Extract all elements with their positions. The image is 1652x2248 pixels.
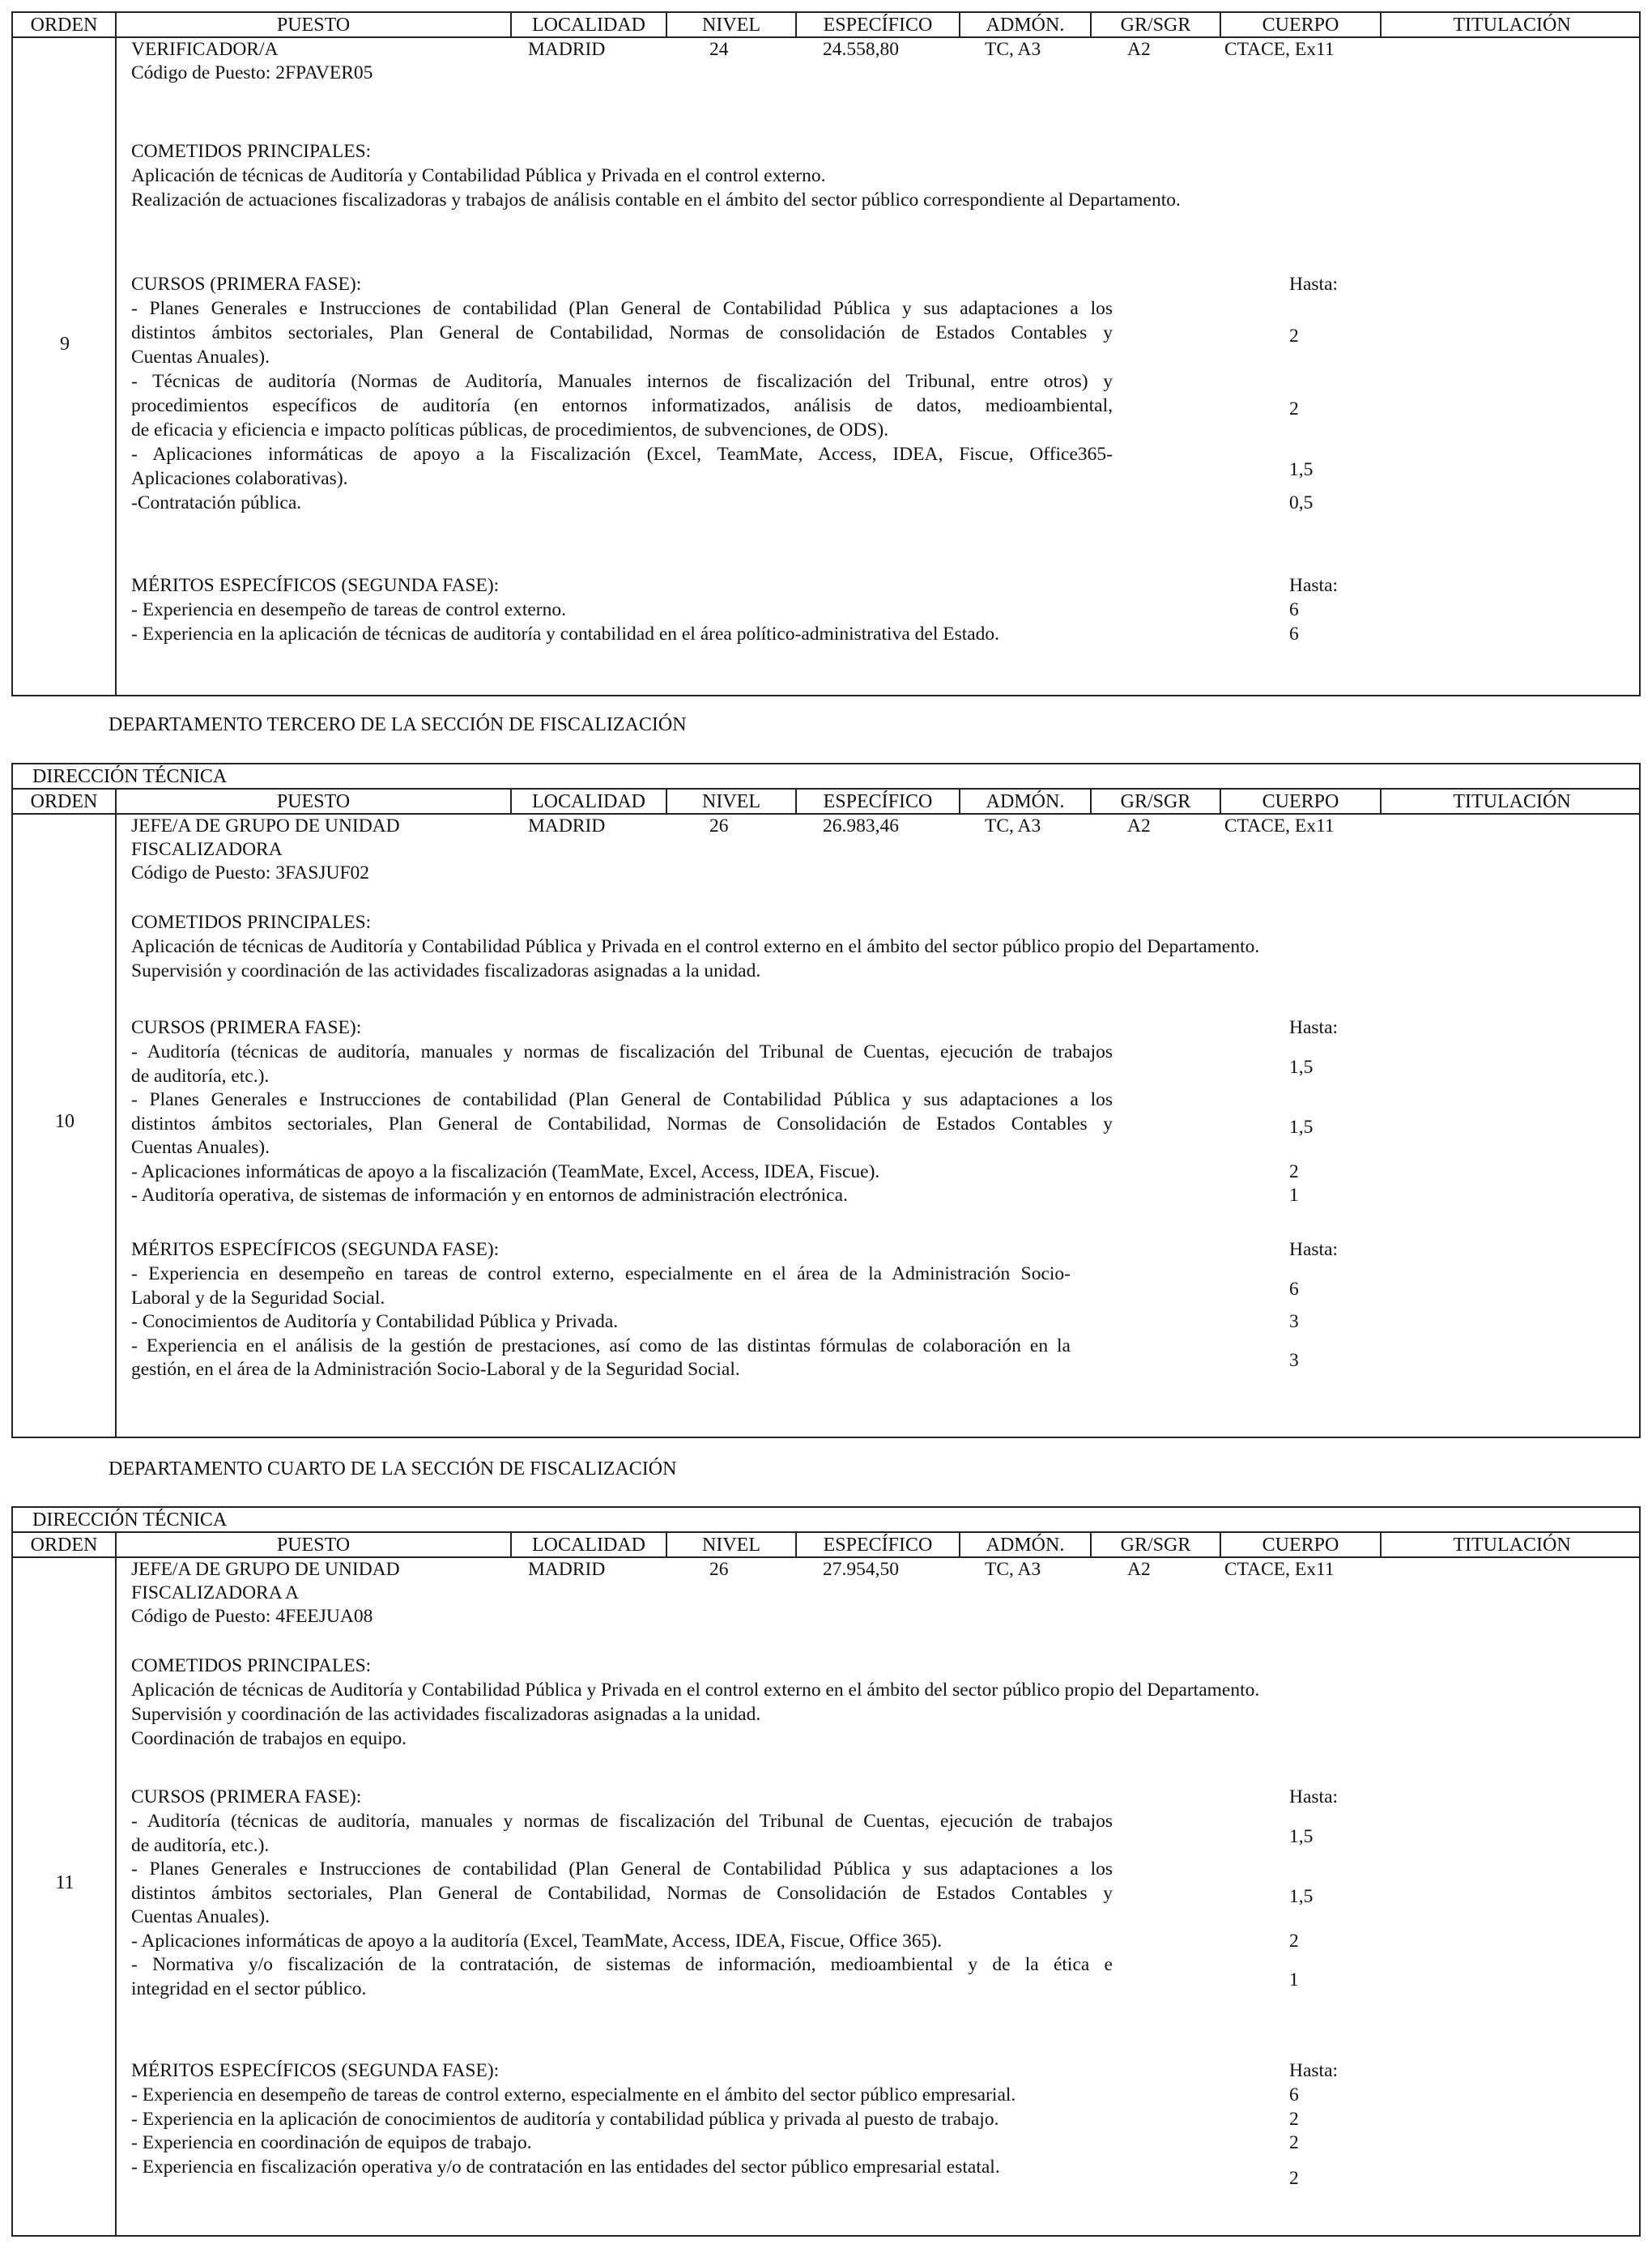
curso-line: procedimientos específicos de auditoría (en entornos informatizados, análisis de datos, medioambiental, <box>131 395 1113 416</box>
cursos-heading: CURSOS (PRIMERA FASE): <box>131 1017 362 1038</box>
curso-hasta-value: 2 <box>1289 1930 1299 1952</box>
cursos-hasta-label: Hasta: <box>1289 274 1339 295</box>
direccion-tecnica-row: DIRECCIÓN TÉCNICA <box>13 1508 1639 1533</box>
especifico-value: 26.983,46 <box>823 815 899 837</box>
nivel-value: 24 <box>709 39 729 60</box>
orden-number: 10 <box>55 1111 75 1132</box>
curso-hasta-value: 2 <box>1289 326 1299 347</box>
cometido-line: Realización de actuaciones fiscalizadoras y trabajos de análisis contable en el ámbito del sector público correspondiente al Departamento. <box>131 189 1181 211</box>
curso-hasta-value: 1,5 <box>1289 1116 1314 1138</box>
merito-line: - Experiencia en la aplicación de técnicas de auditoría y contabilidad en el área político-administrativa del Estado. <box>131 624 1000 645</box>
meritos-heading: MÉRITOS ESPECÍFICOS (SEGUNDA FASE): <box>131 575 500 596</box>
direccion-tecnica-row: DIRECCIÓN TÉCNICA <box>13 764 1639 790</box>
merito-line: - Experiencia en coordinación de equipos de trabajo. <box>131 2132 532 2153</box>
curso-line: - Aplicaciones informáticas de apoyo a la auditoría (Excel, TeamMate, Access, IDEA, Fiscue, Office 365). <box>131 1930 943 1952</box>
curso-hasta-value: 1,5 <box>1289 1885 1314 1907</box>
curso-line: Cuentas Anuales). <box>131 347 270 368</box>
curso-hasta-value: 1,5 <box>1289 1825 1314 1847</box>
curso-line: - Planes Generales e Instrucciones de contabilidad (Plan General de Contabilidad Pública y sus adaptaciones a los <box>131 1858 1113 1880</box>
cometidos-heading: COMETIDOS PRINCIPALES: <box>131 1655 372 1676</box>
cometido-line: Coordinación de trabajos en equipo. <box>131 1728 407 1749</box>
cometidos-heading: COMETIDOS PRINCIPALES: <box>131 912 372 933</box>
orden-number: 11 <box>55 1872 75 1893</box>
merito-line: - Experiencia en desempeño en tareas de control externo, especialmente en el área de la Administración Socio- <box>131 1263 1071 1284</box>
admon-value: TC, A3 <box>985 815 1041 837</box>
merito-hasta-value: 2 <box>1289 2108 1299 2130</box>
merito-line: gestión, en el área de la Administración Socio-Laboral y de la Seguridad Social. <box>131 1359 740 1380</box>
header-cell-adm-n-: ADMÓN. <box>960 1533 1092 1556</box>
puesto-line: FISCALIZADORA A <box>131 1582 299 1603</box>
puesto-line: FISCALIZADORA <box>131 839 283 860</box>
gr-value: A2 <box>1127 815 1151 837</box>
header-cell-localidad: LOCALIDAD <box>512 790 667 813</box>
header-cell-gr-sgr: GR/SGR <box>1092 1533 1221 1556</box>
curso-line: Aplicaciones colaborativas). <box>131 468 348 489</box>
curso-line: -Contratación pública. <box>131 492 302 513</box>
curso-line: - Planes Generales e Instrucciones de contabilidad (Plan General de Contabilidad Pública y sus adaptaciones a los <box>131 298 1113 319</box>
curso-line: distintos ámbitos sectoriales, Plan General de Contabilidad, Normas de consolidación de Estados Contables y <box>131 322 1113 343</box>
gr-value: A2 <box>1127 1559 1151 1580</box>
merito-hasta-value: 3 <box>1289 1311 1299 1332</box>
header-cell-orden: ORDEN <box>13 790 117 813</box>
puesto-line: JEFE/A DE GRUPO DE UNIDAD <box>131 1559 400 1580</box>
curso-line: Cuentas Anuales). <box>131 1906 270 1927</box>
header-cell-orden: ORDEN <box>13 1533 117 1556</box>
merito-line: Laboral y de la Seguridad Social. <box>131 1287 385 1309</box>
especifico-value: 24.558,80 <box>823 39 899 60</box>
curso-line: integridad en el sector público. <box>131 1978 367 1999</box>
curso-hasta-value: 1 <box>1289 1969 1299 1990</box>
header-cell-adm-n-: ADMÓN. <box>960 790 1092 813</box>
puesto-line: Código de Puesto: 4FEEJUA08 <box>131 1606 373 1627</box>
curso-hasta-value: 1,5 <box>1289 1056 1314 1078</box>
puesto-line: Código de Puesto: 2FPAVER05 <box>131 62 373 83</box>
orden-number: 9 <box>60 334 70 355</box>
job-table-10 <box>11 763 1641 1438</box>
curso-line: - Aplicaciones informáticas de apoyo a la Fiscalización (Excel, TeamMate, Access, IDEA, Fiscue, Office365- <box>131 444 1113 465</box>
curso-line: de auditoría, etc.). <box>131 1065 270 1087</box>
localidad-value: MADRID <box>528 815 606 837</box>
curso-line: Cuentas Anuales). <box>131 1137 270 1158</box>
meritos-heading: MÉRITOS ESPECÍFICOS (SEGUNDA FASE): <box>131 2060 500 2081</box>
merito-line: - Experiencia en fiscalización operativa y/o de contratación en las entidades del sector público empresarial estatal. <box>131 2156 1000 2178</box>
cursos-heading: CURSOS (PRIMERA FASE): <box>131 274 362 295</box>
header-cell-cuerpo: CUERPO <box>1221 790 1382 813</box>
merito-hasta-value: 6 <box>1289 1278 1299 1300</box>
meritos-hasta-label: Hasta: <box>1289 2060 1339 2081</box>
merito-line: - Experiencia en la aplicación de conocimientos de auditoría y contabilidad pública y privada al puesto de trabajo. <box>131 2108 999 2130</box>
header-cell-titulaci-n: TITULACIÓN <box>1453 791 1571 812</box>
cometido-line: Aplicación de técnicas de Auditoría y Contabilidad Pública y Privada en el control externo en el ámbito del sector público propio del Departamento. <box>131 936 1260 957</box>
curso-hasta-value: 1,5 <box>1289 459 1314 480</box>
job-table-11 <box>11 1506 1641 2237</box>
cuerpo-value: CTACE, Ex11 <box>1224 39 1335 60</box>
cometido-line: Supervisión y coordinación de las actividades fiscalizadoras asignadas a la unidad. <box>131 1704 761 1725</box>
meritos-heading: MÉRITOS ESPECÍFICOS (SEGUNDA FASE): <box>131 1239 500 1260</box>
header-cell-localidad: LOCALIDAD <box>512 13 667 36</box>
orden-column <box>13 1558 117 2235</box>
cursos-hasta-label: Hasta: <box>1289 1017 1339 1038</box>
header-cell-espec-fico: ESPECÍFICO <box>797 790 960 813</box>
cometido-line: Aplicación de técnicas de Auditoría y Contabilidad Pública y Privada en el control externo en el ámbito del sector público propio del Departamento. <box>131 1680 1260 1701</box>
curso-line: - Normativa y/o fiscalización de la contratación, de sistemas de información, medioambiental y de la ética e <box>131 1954 1113 1975</box>
admon-value: TC, A3 <box>985 1559 1041 1580</box>
header-cell-nivel: NIVEL <box>667 13 797 36</box>
cometido-line: Aplicación de técnicas de Auditoría y Contabilidad Pública y Privada en el control externo. <box>131 165 826 186</box>
header-cell-cuerpo: CUERPO <box>1221 1533 1382 1556</box>
header-cell-titulaci-n: TITULACIÓN <box>1453 1535 1571 1556</box>
curso-line: - Auditoría operativa, de sistemas de información y en entornos de administración electrónica. <box>131 1185 848 1206</box>
header-cell-orden: ORDEN <box>13 13 117 36</box>
admon-value: TC, A3 <box>985 39 1041 60</box>
cursos-hasta-label: Hasta: <box>1289 1786 1339 1807</box>
header-cell-gr-sgr: GR/SGR <box>1092 790 1221 813</box>
header-cell-puesto: PUESTO <box>117 13 512 36</box>
localidad-value: MADRID <box>528 39 606 60</box>
cuerpo-value: CTACE, Ex11 <box>1224 1559 1335 1580</box>
curso-line: distintos ámbitos sectoriales, Plan General de Contabilidad, Normas de Consolidación de Estados Contables y <box>131 1113 1113 1135</box>
curso-line: de eficacia y eficiencia e impacto políticas públicas, de procedimientos, de subvenciones, de ODS). <box>131 419 889 441</box>
curso-line: distintos ámbitos sectoriales, Plan General de Contabilidad, Normas de Consolidación de Estados Contables y <box>131 1882 1113 1904</box>
cometidos-heading: COMETIDOS PRINCIPALES: <box>131 141 372 162</box>
meritos-hasta-label: Hasta: <box>1289 575 1339 596</box>
department-title-3: DEPARTAMENTO TERCERO DE LA SECCIÓN DE FISCALIZACIÓN <box>109 714 687 735</box>
merito-line: - Conocimientos de Auditoría y Contabilidad Pública y Privada. <box>131 1311 619 1332</box>
merito-line: - Experiencia en el análisis de la gestión de prestaciones, así como de las distintas fórmulas de colaboración en la <box>131 1335 1071 1356</box>
header-cell-espec-fico: ESPECÍFICO <box>797 13 960 36</box>
table-header-row <box>13 13 1639 38</box>
header-cell-puesto: PUESTO <box>117 790 512 813</box>
merito-line: - Experiencia en desempeño de tareas de control externo, especialmente en el ámbito del sector público empresarial. <box>131 2084 1016 2105</box>
especifico-value: 27.954,50 <box>823 1559 899 1580</box>
header-cell-adm-n-: ADMÓN. <box>960 13 1092 36</box>
gr-value: A2 <box>1127 39 1151 60</box>
header-cell-titulaci-n: TITULACIÓN <box>1453 15 1571 36</box>
nivel-value: 26 <box>709 815 729 837</box>
localidad-value: MADRID <box>528 1559 606 1580</box>
merito-hasta-value: 2 <box>1289 2167 1299 2189</box>
puesto-line: Código de Puesto: 3FASJUF02 <box>131 862 370 883</box>
curso-line: - Auditoría (técnicas de auditoría, manuales y normas de fiscalización del Tribunal de Cuentas, ejecución de trabajos <box>131 1811 1113 1832</box>
curso-line: - Técnicas de auditoría (Normas de Auditoría, Manuales internos de fiscalización del Tribunal, entre otros) y <box>131 371 1113 392</box>
header-cell-cuerpo: CUERPO <box>1221 13 1382 36</box>
header-cell-nivel: NIVEL <box>667 1533 797 1556</box>
curso-line: de auditoría, etc.). <box>131 1834 270 1856</box>
curso-hasta-value: 2 <box>1289 1160 1299 1182</box>
curso-line: - Auditoría (técnicas de auditoría, manuales y normas de fiscalización del Tribunal de Cuentas, ejecución de trabajos <box>131 1041 1113 1062</box>
header-cell-nivel: NIVEL <box>667 790 797 813</box>
curso-hasta-value: 2 <box>1289 398 1299 419</box>
header-cell-espec-fico: ESPECÍFICO <box>797 1533 960 1556</box>
curso-line: - Aplicaciones informáticas de apoyo a la fiscalización (TeamMate, Excel, Access, IDEA, Fiscue). <box>131 1160 880 1182</box>
cuerpo-value: CTACE, Ex11 <box>1224 815 1335 837</box>
job-table-9 <box>11 11 1641 696</box>
header-cell-gr-sgr: GR/SGR <box>1092 13 1221 36</box>
curso-hasta-value: 0,5 <box>1289 492 1314 513</box>
merito-hasta-value: 6 <box>1289 624 1299 645</box>
puesto-line: VERIFICADOR/A <box>131 39 279 60</box>
department-title-4: DEPARTAMENTO CUARTO DE LA SECCIÓN DE FISCALIZACIÓN <box>109 1458 677 1480</box>
merito-hasta-value: 2 <box>1289 2132 1299 2153</box>
curso-line: - Planes Generales e Instrucciones de contabilidad (Plan General de Contabilidad Pública y sus adaptaciones a los <box>131 1089 1113 1110</box>
merito-hasta-value: 6 <box>1289 2084 1299 2105</box>
merito-hasta-value: 3 <box>1289 1350 1299 1372</box>
table-header-row <box>13 1533 1639 1558</box>
orden-column <box>13 38 117 695</box>
puesto-line: JEFE/A DE GRUPO DE UNIDAD <box>131 815 400 837</box>
header-cell-localidad: LOCALIDAD <box>512 1533 667 1556</box>
merito-line: - Experiencia en desempeño de tareas de control externo. <box>131 599 566 620</box>
cometido-line: Supervisión y coordinación de las actividades fiscalizadoras asignadas a la unidad. <box>131 960 761 981</box>
meritos-hasta-label: Hasta: <box>1289 1239 1339 1260</box>
nivel-value: 26 <box>709 1559 729 1580</box>
merito-hasta-value: 6 <box>1289 599 1299 620</box>
curso-hasta-value: 1 <box>1289 1185 1299 1206</box>
table-header-row <box>13 790 1639 815</box>
cursos-heading: CURSOS (PRIMERA FASE): <box>131 1786 362 1807</box>
header-cell-puesto: PUESTO <box>117 1533 512 1556</box>
